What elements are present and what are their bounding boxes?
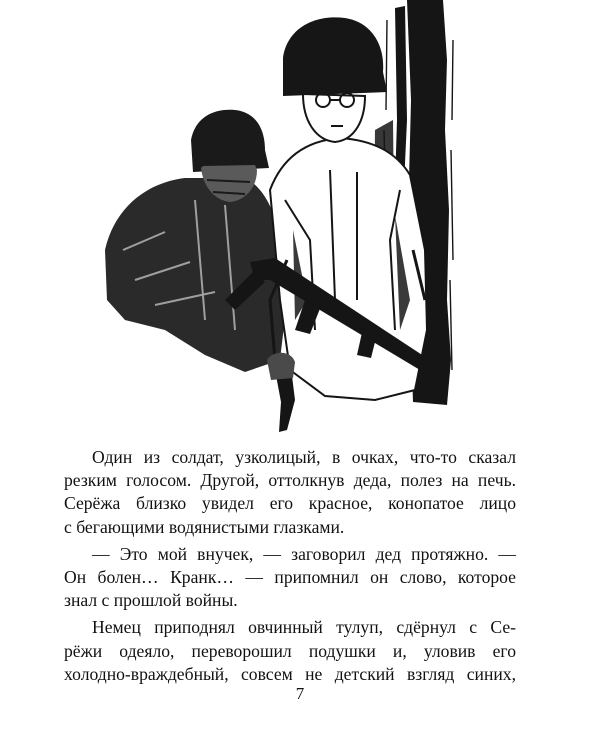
text-line: рёжи одеяло, переворошил подушки и, уловив его [64,640,516,661]
soldier-left [105,110,287,372]
text-line: Немец приподнял овчинный тулуп, сдёрнул с Се- [92,617,516,638]
text-line: Один из солдат, узколицый, в очках, что-то сказал [92,447,516,467]
text-line: Он болен… Кранк… — припомнил он слово, которое [64,567,516,588]
text-line: с бегающими водянистыми глазками. [64,516,345,537]
helmet-right [283,17,387,96]
soldiers-drawing [95,0,455,432]
paragraph-2 [64,543,516,613]
text-line: знал с прошлой войны. [64,590,238,611]
pistol [267,353,295,432]
paragraph-3 [64,616,516,686]
text-line: резким голосом. Другой, оттолкнув деда, полез на печь. [64,470,516,491]
text-line: Серёжа близко увидел его красное, конопатое лицо [64,493,516,514]
illustration [95,0,455,432]
text-line: холодно-враждебный, совсем не детский взгляд синих, [64,663,516,684]
face-right [303,94,365,142]
body-text [64,446,516,686]
paragraph-1 [64,446,516,539]
page-number: 7 [295,684,305,703]
helmet-left [191,110,269,172]
text-line: — Это мой внучек, — заговорил дед протяжно. — [92,543,516,564]
